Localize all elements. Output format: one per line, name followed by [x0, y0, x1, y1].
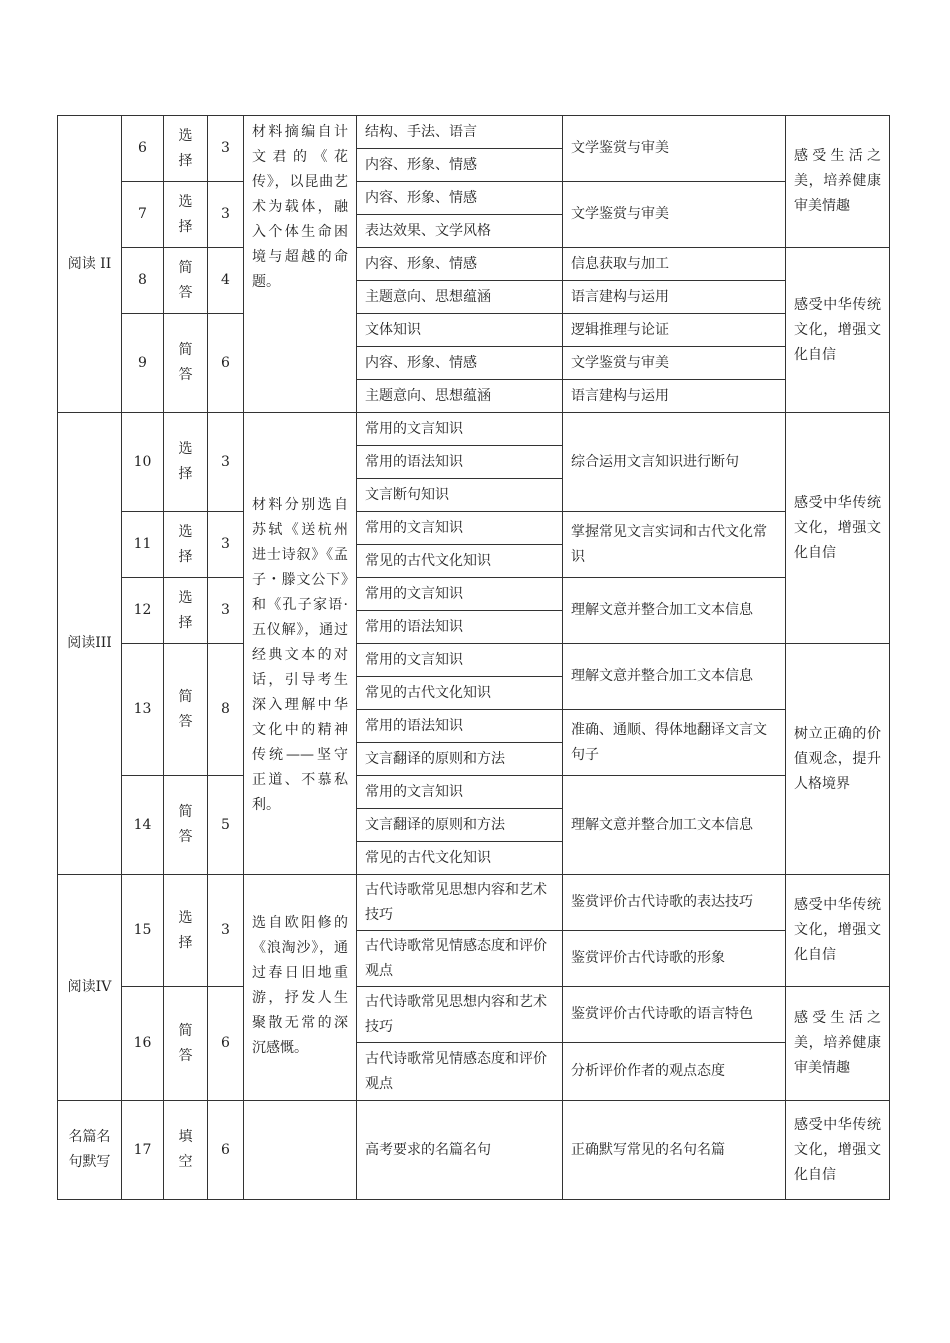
knowledge-point: 内容、形象、情感 [357, 248, 563, 281]
score: 5 [208, 776, 244, 875]
question-number: 16 [122, 987, 164, 1101]
type-text: 选择 [178, 127, 193, 169]
knowledge-point: 主题意向、思想蕴涵 [357, 281, 563, 314]
literacy-goal: 感受生活之美，培养健康审美情趣 [786, 116, 890, 248]
question-type [164, 413, 208, 512]
ability-point: 鉴赏评价古代诗歌的形象 [563, 931, 786, 987]
ability-point: 掌握常见文言实词和古代文化常识 [563, 512, 786, 578]
question-number: 14 [122, 776, 164, 875]
literacy-goal: 感受中华传统文化，增强文化自信 [786, 1101, 890, 1200]
score: 3 [208, 578, 244, 644]
ability-point: 逻辑推理与论证 [563, 314, 786, 347]
knowledge-point: 文言断句知识 [357, 479, 563, 512]
question-type [164, 875, 208, 987]
knowledge-point: 常用的文言知识 [357, 776, 563, 809]
section-label: 阅读IV [58, 875, 122, 1101]
material-description [244, 1101, 357, 1200]
ability-point: 语言建构与运用 [563, 281, 786, 314]
score: 6 [208, 1101, 244, 1200]
knowledge-point: 常见的古代文化知识 [357, 842, 563, 875]
score: 8 [208, 644, 244, 776]
type-text: 简答 [178, 804, 193, 845]
knowledge-point: 古代诗歌常见情感态度和评价观点 [357, 1043, 563, 1101]
type-text: 填空 [178, 1129, 193, 1170]
knowledge-point: 结构、手法、语言 [357, 116, 563, 149]
question-number: 13 [122, 644, 164, 776]
section-label: 名篇名句默写 [58, 1101, 122, 1200]
score: 3 [208, 182, 244, 248]
exam-spec-table [57, 115, 890, 1200]
literacy-goal: 感受生活之美，培养健康审美情趣 [786, 987, 890, 1101]
question-number: 7 [122, 182, 164, 248]
type-text: 简答 [178, 1022, 193, 1064]
score: 6 [208, 987, 244, 1101]
knowledge-point: 表达效果、文学风格 [357, 215, 563, 248]
knowledge-point: 常用的语法知识 [357, 611, 563, 644]
material-description: 选自欧阳修的《浪淘沙》，通过春日旧地重游，抒发人生聚散无常的深沉感慨。 [244, 875, 357, 1101]
knowledge-point: 古代诗歌常见思想内容和艺术技巧 [357, 875, 563, 931]
material-description: 材料摘编自计文君的《花传》，以昆曲艺术为载体，融入个体生命困境与超越的命题。 [244, 116, 357, 413]
question-type [164, 644, 208, 776]
ability-point: 文学鉴赏与审美 [563, 116, 786, 182]
score: 4 [208, 248, 244, 314]
ability-point: 文学鉴赏与审美 [563, 182, 786, 248]
score: 3 [208, 413, 244, 512]
knowledge-point: 高考要求的名篇名句 [357, 1101, 563, 1200]
ability-point: 理解文意并整合加工文本信息 [563, 644, 786, 710]
ability-point: 鉴赏评价古代诗歌的语言特色 [563, 987, 786, 1043]
knowledge-point: 文言翻译的原则和方法 [357, 743, 563, 776]
type-text: 选择 [178, 589, 193, 631]
question-number: 17 [122, 1101, 164, 1200]
ability-point: 理解文意并整合加工文本信息 [563, 776, 786, 875]
section-label: 阅读III [58, 413, 122, 875]
literacy-goal: 感受中华传统文化，增强文化自信 [786, 248, 890, 413]
knowledge-point: 内容、形象、情感 [357, 149, 563, 182]
type-text: 选择 [178, 909, 193, 951]
knowledge-point: 古代诗歌常见情感态度和评价观点 [357, 931, 563, 987]
knowledge-point: 内容、形象、情感 [357, 182, 563, 215]
question-number: 11 [122, 512, 164, 578]
question-type [164, 1101, 208, 1200]
question-type [164, 182, 208, 248]
question-type [164, 987, 208, 1101]
question-type [164, 116, 208, 182]
ability-point: 鉴赏评价古代诗歌的表达技巧 [563, 875, 786, 931]
knowledge-point: 常用的文言知识 [357, 413, 563, 446]
type-text: 选择 [178, 523, 193, 565]
ability-point: 分析评价作者的观点态度 [563, 1043, 786, 1101]
ability-point: 语言建构与运用 [563, 380, 786, 413]
type-text: 简答 [178, 259, 193, 301]
question-type [164, 578, 208, 644]
literacy-goal: 树立正确的价值观念，提升人格境界 [786, 644, 890, 875]
question-number: 10 [122, 413, 164, 512]
question-type [164, 314, 208, 413]
score: 3 [208, 875, 244, 987]
score: 6 [208, 314, 244, 413]
knowledge-point: 常见的古代文化知识 [357, 545, 563, 578]
ability-point: 综合运用文言知识进行断句 [563, 413, 786, 512]
literacy-goal: 感受中华传统文化，增强文化自信 [786, 413, 890, 644]
question-type [164, 776, 208, 875]
ability-point: 准确、通顺、得体地翻译文言文句子 [563, 710, 786, 776]
knowledge-point: 常用的文言知识 [357, 512, 563, 545]
ability-point: 信息获取与加工 [563, 248, 786, 281]
ability-point: 文学鉴赏与审美 [563, 347, 786, 380]
score: 3 [208, 116, 244, 182]
question-number: 6 [122, 116, 164, 182]
material-description: 材料分别选自苏轼《送杭州进士诗叙》《孟子・滕文公下》和《孔子家语·五仪解》，通过经典文本的对话，引导考生深入理解中华文化中的精神传统——坚守正道、不慕私利。 [244, 413, 357, 875]
knowledge-point: 常用的文言知识 [357, 644, 563, 677]
knowledge-point: 文体知识 [357, 314, 563, 347]
question-number: 8 [122, 248, 164, 314]
knowledge-point: 常用的语法知识 [357, 710, 563, 743]
type-text: 选择 [178, 193, 193, 235]
ability-point: 理解文意并整合加工文本信息 [563, 578, 786, 644]
knowledge-point: 内容、形象、情感 [357, 347, 563, 380]
type-text: 选择 [178, 441, 193, 482]
question-number: 12 [122, 578, 164, 644]
question-number: 9 [122, 314, 164, 413]
section-label: 阅读 II [58, 116, 122, 413]
question-type [164, 248, 208, 314]
question-number: 15 [122, 875, 164, 987]
type-text: 简答 [178, 688, 193, 730]
knowledge-point: 常用的语法知识 [357, 446, 563, 479]
question-type [164, 512, 208, 578]
type-text: 简答 [178, 342, 193, 383]
knowledge-point: 主题意向、思想蕴涵 [357, 380, 563, 413]
knowledge-point: 文言翻译的原则和方法 [357, 809, 563, 842]
literacy-goal: 感受中华传统文化，增强文化自信 [786, 875, 890, 987]
ability-point: 正确默写常见的名句名篇 [563, 1101, 786, 1200]
score: 3 [208, 512, 244, 578]
knowledge-point: 常用的文言知识 [357, 578, 563, 611]
knowledge-point: 古代诗歌常见思想内容和艺术技巧 [357, 987, 563, 1043]
knowledge-point: 常见的古代文化知识 [357, 677, 563, 710]
